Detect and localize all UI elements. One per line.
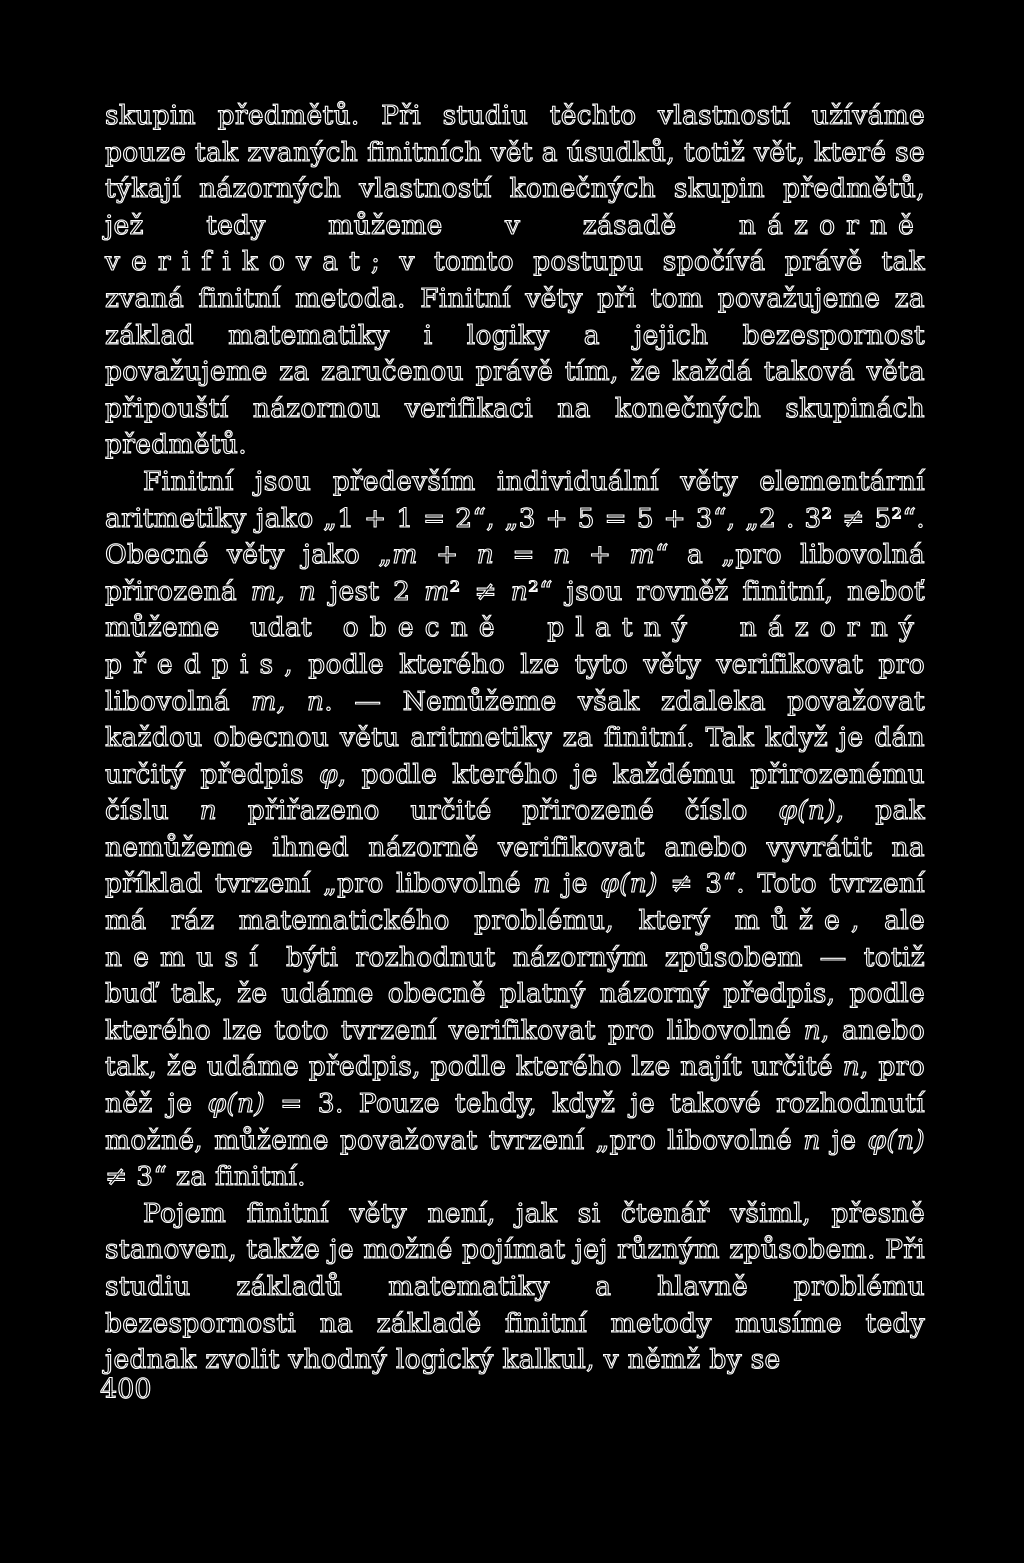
text-run: . — Nemůžeme však zdaleka považovat každou obecnou větu aritmetiky za finitní. Tak když je dán určitý předpis — [105, 685, 925, 790]
math-var: n — [803, 1124, 821, 1156]
paragraph-1 — [105, 98, 925, 464]
text-run: býti rozhodnut názorným způsobem — totiž buď tak, že udáme obecně platný názorný předpis, podle kterého lze toto tvrzení verifikovat pro libovolné — [105, 941, 925, 1046]
math-var: m — [392, 539, 418, 571]
page-body — [105, 98, 925, 1379]
math-var: m, n — [250, 575, 317, 607]
text-run: je — [550, 868, 601, 900]
math-var: n — [476, 539, 495, 571]
math-var: n — [842, 1051, 861, 1083]
text-run: přiřazeno určité přirozené číslo — [217, 795, 779, 827]
text-run: ² ≠ — [449, 575, 511, 607]
text-run: , pro něž je — [105, 1051, 926, 1120]
paragraph-3: Pojem finitní věty není, jak si čtenář všiml, přesně stanoven, takže je možné pojímat jej různým způsobem. Při studiu základů matematiky a hlavně problému bezespornosti na základě finitní metody musíme tedy jednak zvolit vhodný logický kalkul, v němž by se — [105, 1197, 925, 1376]
math-var: m — [629, 539, 655, 571]
text-run: je — [820, 1124, 868, 1156]
text-run: = 3. Pouze tehdy, když je takové rozhodnutí možné, můžeme považovat tvrzení „pro libovolné — [105, 1088, 926, 1156]
spaced-emphasis: názorně verifikovat — [105, 209, 925, 278]
paragraph-2 — [105, 464, 925, 1196]
spaced-emphasis: obecně platný názorný předpis — [105, 612, 926, 680]
math-var: n — [803, 1014, 822, 1046]
text-run: , podle kterého lze tyto věty verifikovat pro libovolná — [105, 648, 925, 717]
math-var: n — [199, 795, 218, 827]
math-var: m, n — [251, 685, 325, 717]
page-number: 400 — [100, 1374, 152, 1405]
text-run: , pak nemůžeme ihned názorně verifikovat anebo vyvrátit na příklad tvrzení „pro libovolné — [105, 795, 926, 900]
text-run: ; v tomto postupu spočívá právě tak zvaná finitní metoda. Finitní věty při tom považujeme za základ matematiky i logiky a jejich bezespornost považujeme za zaručenou právě tím, že každá taková věta připouští názornou verifikaci na konečných skupinách předmětů. — [105, 246, 925, 461]
math-var: n — [510, 575, 529, 607]
text-run: , anebo tak, že udáme předpis, podle kterého lze najít určité — [105, 1014, 925, 1083]
text-run: = — [494, 539, 554, 571]
text-run: + — [570, 539, 630, 571]
text-run: ≠ 3“ za finitní. — [105, 1161, 306, 1193]
text-run: skupin předmětů. Při studiu těchto vlastností užíváme pouze tak zvaných finitních vět a úsudků, totiž vět, které se týkají názorných vlastností konečných skupin předmětů, jež tedy můžeme v zásadě — [105, 100, 925, 241]
math-var: m — [424, 575, 450, 607]
spaced-emphasis: nemusí — [105, 941, 269, 973]
math-var: n — [553, 539, 571, 571]
text-run: Finitní jsou především individuální věty elementární aritmetiky jako „1 + 1 = 2“, „3 + 5 = 5 + 3“, „2 . 3² ≠ 5²“. Obecné věty jako „ — [105, 465, 925, 571]
math-var: φ(n) — [207, 1088, 265, 1120]
spaced-emphasis: může — [734, 905, 851, 937]
text-run: jest 2 — [316, 575, 425, 607]
math-var: φ — [318, 758, 338, 790]
text-run: “ a „pro libovolná přirozená — [105, 539, 925, 607]
text-run: ≠ 3“. Toto tvrzení má ráz matematického problému, který — [105, 868, 925, 937]
text-run: , ale — [850, 905, 926, 937]
math-var: φ(n) — [867, 1124, 925, 1156]
text-run: ²“ jsou rovněž finitní, neboť můžeme udat — [105, 575, 925, 644]
math-var: φ(n) — [778, 795, 836, 827]
text-run: + — [417, 539, 477, 571]
text-run: , podle kterého je každému přirozenému číslu — [105, 758, 925, 827]
math-var: φ(n) — [600, 868, 658, 900]
math-var: n — [533, 868, 551, 900]
